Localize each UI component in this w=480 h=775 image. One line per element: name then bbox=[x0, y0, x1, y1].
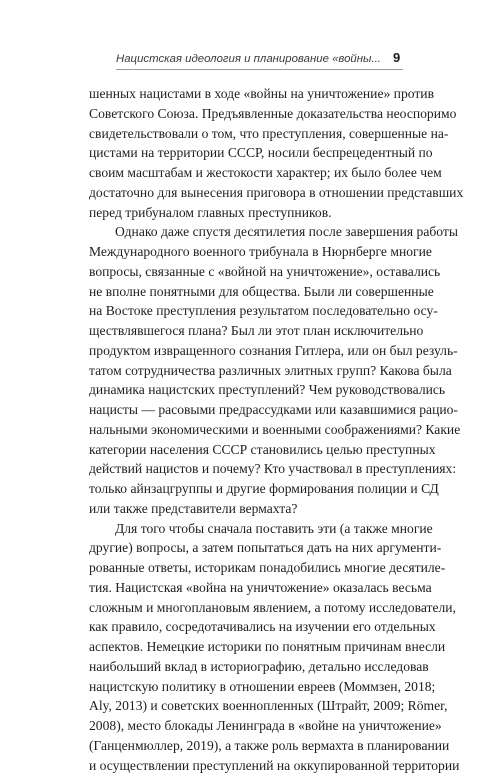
text-line: как правило, сосредотачивались на изучении его отдельных bbox=[89, 617, 402, 637]
text-line: достаточно для вынесения приговора в отношении представших bbox=[89, 183, 402, 203]
text-line: нальными экономическими и военными соображениями? Какие bbox=[89, 420, 402, 440]
text-line: сложным и многоплановым явлением, а потому исследователи, bbox=[89, 598, 402, 618]
text-line: Советского Союза. Предъявленные доказательства неоспоримо bbox=[89, 104, 402, 124]
text-line: нацистскую политику в отношении евреев (Моммзен, 2018; bbox=[89, 677, 402, 697]
text-line: рованные ответы, историкам понадобились многие десятиле- bbox=[89, 558, 402, 578]
text-line: перед трибуналом главных преступников. bbox=[89, 203, 402, 223]
text-line: свидетельствовали о том, что преступления, совершенные на- bbox=[89, 124, 402, 144]
running-header-title: Нацистская идеология и планирование «войны... bbox=[116, 52, 403, 70]
text-line: не вполне понятными для общества. Были ли совершенные bbox=[89, 282, 402, 302]
text-line: шенных нацистами в ходе «войны на уничтожение» против bbox=[89, 84, 402, 104]
text-line: продуктом извращенного сознания Гитлера, или он был резуль- bbox=[89, 341, 402, 361]
text-line: наибольший вклад в историографию, детально исследовав bbox=[89, 657, 402, 677]
page-number: 9 bbox=[393, 50, 400, 65]
text-line: Международного военного трибунала в Нюрнберге многие bbox=[89, 242, 402, 262]
text-line: категории населения СССР становились целью преступных bbox=[89, 440, 402, 460]
text-line: (Ганценмюллер, 2019), а также роль вермахта в планировании bbox=[89, 736, 402, 756]
text-line: Для того чтобы сначала поставить эти (а также многие bbox=[89, 519, 402, 539]
text-line: действий нацистов и почему? Кто участвовал в преступлениях: bbox=[89, 459, 402, 479]
text-line: 2008), место блокады Ленинграда в «войне на уничтожение» bbox=[89, 716, 402, 736]
text-line: другие) вопросы, а затем попытаться дать на них аргументи- bbox=[89, 538, 402, 558]
text-line: на Востоке преступления результатом последовательно осу- bbox=[89, 301, 402, 321]
text-line: Aly, 2013) и советских военнопленных (Штрайт, 2009; Römer, bbox=[89, 696, 402, 716]
text-line: нацисты — расовыми предрассудками или казавшимися рацио- bbox=[89, 400, 402, 420]
text-line: или также представители вермахта? bbox=[89, 499, 402, 519]
text-line: своим масштабам и жестокости характер; их было более чем bbox=[89, 163, 402, 183]
text-line: только айнзацгруппы и другие формирования полиции и СД bbox=[89, 479, 402, 499]
text-line: динамика нацистских преступлений? Чем руководствовались bbox=[89, 380, 402, 400]
text-line: ществлявшегося плана? Был ли этот план исключительно bbox=[89, 321, 402, 341]
text-line: аспектов. Немецкие историки по понятным причинам внесли bbox=[89, 637, 402, 657]
text-line: татом сотрудничества различных элитных групп? Какова была bbox=[89, 361, 402, 381]
text-line: Однако даже спустя десятилетия после завершения работы bbox=[89, 222, 402, 242]
text-line: цистами на территории СССР, носили беспрецедентный по bbox=[89, 143, 402, 163]
body-text bbox=[89, 84, 402, 775]
text-line: тия. Нацистская «война на уничтожение» оказалась весьма bbox=[89, 578, 402, 598]
text-line: вопросы, связанные с «войной на уничтожение», оставались bbox=[89, 262, 402, 282]
text-line: и осуществлении преступлений на оккупированной территории bbox=[89, 756, 402, 775]
